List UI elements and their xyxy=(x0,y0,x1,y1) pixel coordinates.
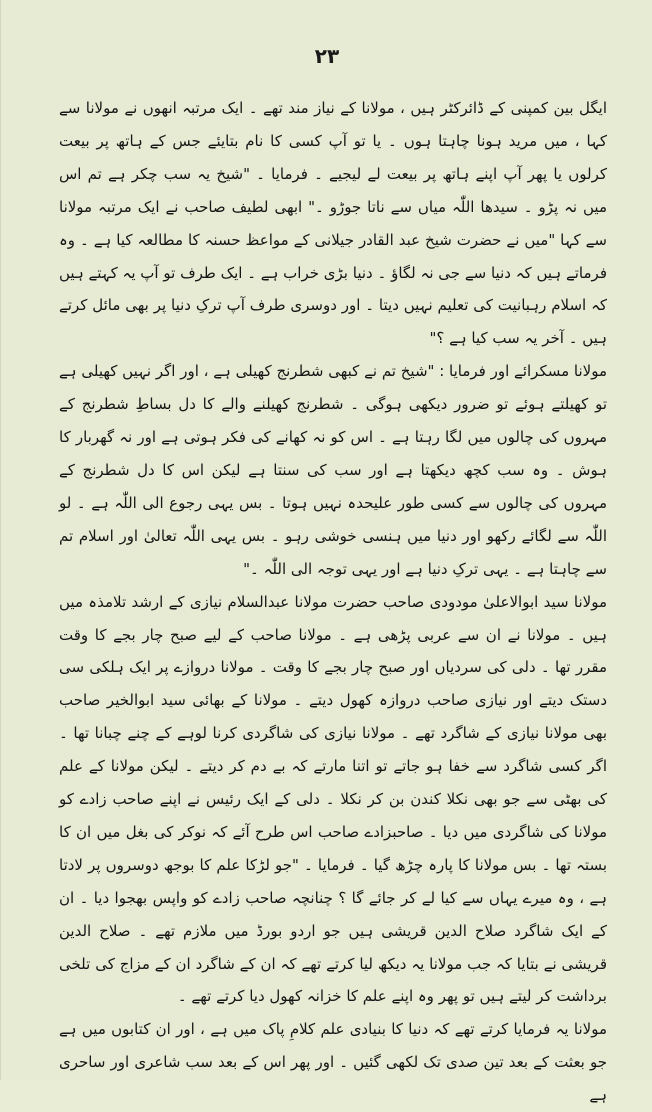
paragraph-2: مولانا مسکرائے اور فرمایا : "شیخ تم نے کبھی شطرنج کھیلی ہے ، اور اگر نہیں کھیلی ہے تو کھیلتے ہوئے تو ضرور دیکھی ہوگی ۔ شطرنج کھیلنے والے کا دل بساطِ شطرنج کے مہروں کی چالوں میں لگا رہتا ہے ۔ اس کو نہ کھانے کی فکر ہوتی ہے اور نہ گھربار کا ہوش ۔ وہ سب کچھ دیکھتا ہے اور سب کی سنتا ہے لیکن اس کا دل شطرنج کے مہروں کی چالوں سے کسی طور علیحدہ نہیں ہوتا ۔ بس یہی رجوع الی اللّٰہ ہے ۔ لو اللّٰہ سے لگائے رکھو اور دنیا میں ہنسی خوشی رہو ۔ بس یہی اللّٰہ تعالیٰ اور اسلام تم سے چاہتا ہے ۔ یہی ترکِ دنیا ہے اور یہی توجہ الی اللّٰہ ۔" xyxy=(59,362,607,578)
paragraph-1: ایگل بین کمپنی کے ڈائرکٹر ہیں ، مولانا کے نیاز مند تھے ۔ ایک مرتبہ انھوں نے مولانا سے کہا ، میں مرید ہونا چاہتا ہوں ۔ یا تو آپ کسی کا نام بتایئے جس کے ہاتھ پر بیعت کرلوں یا پھر آپ اپنے ہاتھ پر بیعت لے لیجیے ۔ فرمایا ۔ "شیخ یہ سب چکر ہے تم اس میں نہ پڑو ۔ سیدھا اللّٰہ میاں سے ناتا جوڑو ۔" ابھی لطیف صاحب نے ایک مرتبہ مولانا سے کہا "میں نے حضرت شیخ عبد القادر جیلانی کے مواعظ حسنہ کا مطالعہ کیا ہے ۔ وہ فرماتے ہیں کہ دنیا سے جی نہ لگاؤ ۔ دنیا بڑی خراب ہے ۔ ایک طرف تو آپ یہ کہتے ہیں کہ اسلام رہبانیت کی تعلیم نہیں دیتا ۔ اور دوسری طرف آپ ترکِ دنیا پر بھی مائل کرتے ہیں ۔ آخر یہ سب کیا ہے ؟" xyxy=(59,99,607,348)
paragraph-3: مولانا سید ابوالاعلیٰ مودودی صاحب حضرت مولانا عبدالسلام نیازی کے ارشد تلامذہ میں ہیں ۔ مولانا نے ان سے عربی پڑھی ہے ۔ مولانا صاحب کے لیے صبح چار بجے کا وقت مقرر تھا ۔ دلی کی سردیاں اور صبح چار بجے کا وقت ۔ مولانا دروازے پر ایک ہلکی سی دستک دیتے اور نیازی صاحب دروازہ کھول دیتے ۔ مولانا کے بھائی سید ابوالخیر صاحب بھی مولانا نیازی کے شاگرد تھے ۔ مولانا نیازی کی شاگردی کرنا لوہے کے چنے چبانا تھا ۔ اگر کسی شاگرد سے خفا ہو جاتے تو اتنا مارتے کہ بے دم کر دیتے ۔ لیکن مولانا کے علم کی بھٹی سے جو بھی نکلا کندن بن کر نکلا ۔ دلی کے ایک رئیس نے اپنے صاحب زادے کو مولانا کی شاگردی میں دیا ۔ صاحبزادے صاحب اس طرح آئے کہ نوکر کی بغل میں ان کا بستہ تھا ۔ بس مولانا کا پارہ چڑھ گیا ۔ فرمایا ۔ "جو لڑکا علم کا بوجھ دوسروں پر لادتا ہے ، وہ میرے یہاں سے کیا لے کر جائے گا ؟ چنانچہ صاحب زادے کو واپس بھجوا دیا ۔ ان کے ایک شاگرد صلاح الدین قریشی ہیں جو اردو بورڈ میں ملازم تھے ۔ صلاح الدین قریشی نے بتایا کہ جب مولانا یہ دیکھ لیا کرتے تھے کہ ان کے شاگرد ان کے مزاج کی تلخی برداشت کر لیتے ہیں تو پھر وہ اپنے علم کا خزانہ کھول دیا کرتے تھے ۔ xyxy=(59,592,607,1006)
page-body xyxy=(59,92,607,1112)
paragraph-4: مولانا یہ فرمایا کرتے تھے کہ دنیا کا بنیادی علم کلامِ پاک میں ہے ، اور ان کتابوں میں ہے جو بعثت کے بعد تین صدی تک لکھی گئیں ۔ اور پھر اس کے بعد سب شاعری اور ساحری ہے xyxy=(59,1020,607,1105)
page-number: ٢٣ xyxy=(314,44,340,68)
